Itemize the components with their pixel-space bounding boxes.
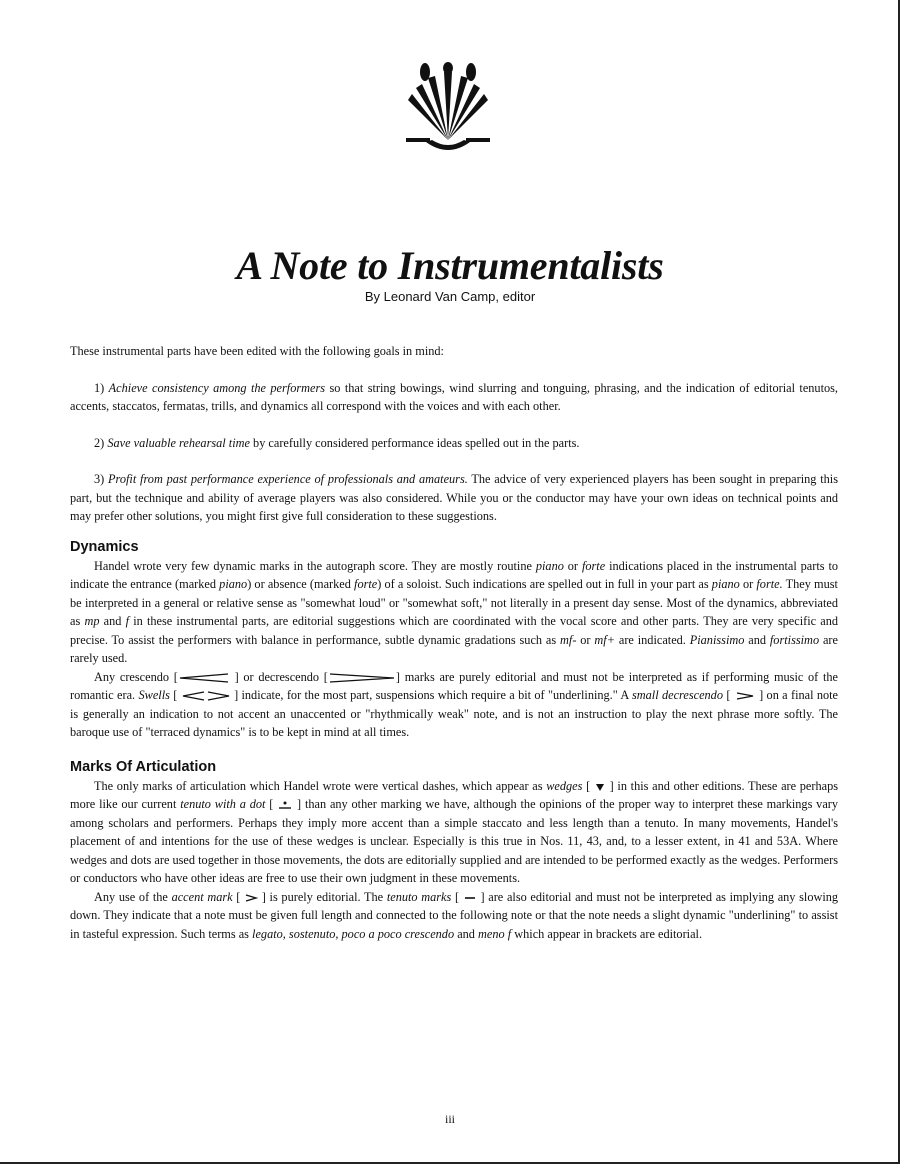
text-run: ] or decrescendo [ xyxy=(234,669,328,684)
text-run: [ xyxy=(586,778,591,793)
italic-term: wedges xyxy=(546,778,583,793)
goal-text: The advice of very experienced players has been sought in preparing this part, but the technique and ability of average players was also considered. While you or the conductor may have your own ideas on technical points and may prefer other solutions, you might first give full consideration to these suggestions. xyxy=(70,472,838,523)
goal-text: by carefully considered performance ideas spelled out in the parts. xyxy=(253,435,580,450)
text-run: [ xyxy=(455,889,460,904)
text-run: and xyxy=(457,926,475,941)
shell-logo-icon xyxy=(398,62,498,158)
swell-hairpin-icon xyxy=(181,691,231,701)
italic-term: tenuto marks xyxy=(386,889,452,904)
text-run: are indicated. xyxy=(618,632,686,647)
small-decrescendo-icon xyxy=(734,691,756,701)
wedge-icon xyxy=(594,782,606,792)
text-run: Handel wrote very few dynamic marks in the autograph score. They are mostly routine xyxy=(94,558,532,573)
goal-number: 1) xyxy=(94,380,105,395)
dynamics-paragraph-1 xyxy=(70,557,838,668)
text-run: or xyxy=(567,558,579,573)
italic-term: accent mark xyxy=(171,889,233,904)
text-run: ) or absence (marked xyxy=(247,577,351,591)
text-run: ] indicate, for the most part, suspensions which require a bit of "underlining." A xyxy=(234,688,629,702)
page-number: iii xyxy=(444,1112,455,1126)
goal-2 xyxy=(70,434,838,453)
text-run: ] on a final note is generally an indication to not accent an unaccented or "rhythmically weak" note, and is not an instruction to play the next phrase more softly. The baroque use of "terraced dynamics" is to be kept in mind at all times. xyxy=(70,688,839,739)
articulation-paragraph-1 xyxy=(70,777,838,888)
text-run: or xyxy=(580,632,591,647)
crescendo-hairpin-icon xyxy=(178,673,230,683)
section-heading-dynamics: Dynamics xyxy=(70,538,139,555)
text-run: in these instrumental parts, are editorial suggestions which are coordinated with the vocal score and other parts. They are very specific and precise. To assist the performers with balance in performance, subtle dynamic gradations such as xyxy=(70,614,839,647)
goal-emphasis: Save valuable rehearsal time xyxy=(107,435,250,450)
italic-term: Swells xyxy=(138,688,170,702)
goal-emphasis: Achieve consistency among the performers xyxy=(108,380,326,395)
italic-term: forte xyxy=(581,558,606,573)
intro-paragraph: These instrumental parts have been edited with the following goals in mind: xyxy=(70,344,444,358)
text-run: are rarely used. xyxy=(70,632,838,665)
byline: By Leonard Van Camp, editor xyxy=(364,289,536,304)
goal-text: so that string bowings, wind slurring and tonguing, phrasing, and the indication of editorial tenutos, accents, staccatos, fermatas, trills, and dynamics all correspond with the voices and with each other. xyxy=(70,380,839,413)
text-run: [ xyxy=(726,688,731,702)
text-run: ] marks are purely editorial and must not be interpreted as if performing music of the romantic era. xyxy=(70,669,838,702)
italic-term: small decrescendo xyxy=(631,688,723,702)
text-run: ] are also editorial and must not be interpreted as implying any slowing down. They indicate that a note must be given full length and connected to the following note or that the note needs a slight dynamic "underlining" to assist in tasteful expression. Such terms as xyxy=(70,889,839,941)
text-run: ] in this and other editions. These are perhaps more like our current xyxy=(70,778,839,811)
goal-3 xyxy=(70,470,838,526)
italic-term: mf+ xyxy=(594,632,615,647)
italic-term: Pianissimo xyxy=(689,632,745,647)
article-body xyxy=(70,342,838,943)
text-run: [ xyxy=(269,797,274,811)
text-run: and xyxy=(103,614,122,628)
goal-number: 3) xyxy=(94,472,105,486)
text-run: ] than any other marking we have, although the opinions of the proper way to interpret these markings vary among scholars and performers. Perhaps they imply more accent than a simple staccato and less length than a tenuto. In many movements, Handel's placement of and intentions for the use of these wedges is unclear. Especially is this true in Nos. 11, 43, and, to a lesser extent, in 41 and 53A. Where wedges and dots are used together in those movements, the dots are editorially supplied and are intended to be performed exactly as the wedges. Performers or conductors who have other ideas are free to use their own judgment in these movements. xyxy=(70,797,839,885)
italic-term: piano xyxy=(219,577,248,591)
accent-mark-icon xyxy=(244,893,258,903)
text-run: ) of a soloist. Such indications are spelled out in full in your part as xyxy=(377,577,709,591)
articulation-paragraph-2 xyxy=(70,888,838,944)
italic-term: piano xyxy=(535,558,564,573)
section-heading-articulation: Marks Of Articulation xyxy=(70,758,217,775)
italic-term: forte. xyxy=(756,577,783,591)
italic-term: meno f xyxy=(478,926,512,941)
text-run: The only marks of articulation which Handel wrote were vertical dashes, which appear as xyxy=(94,778,543,793)
goal-number: 2) xyxy=(94,435,105,450)
text-run: Any crescendo [ xyxy=(94,669,178,684)
italic-term: forte xyxy=(354,577,378,591)
goal-emphasis: Profit from past performance experience of professionals and amateurs. xyxy=(108,472,468,486)
page-title: A Note to Instrumentalists xyxy=(236,243,664,288)
italic-term: legato, sostenuto, poco a poco crescendo xyxy=(252,926,455,941)
text-run: which appear in brackets are editorial. xyxy=(514,926,703,941)
tenuto-dot-icon xyxy=(277,800,293,810)
italic-term: f xyxy=(125,614,130,628)
tenuto-mark-icon xyxy=(463,893,477,903)
italic-term: fortissimo xyxy=(769,632,820,647)
text-run: [ xyxy=(236,889,241,904)
text-run: indications placed in the instrumental parts to indicate the entrance (marked xyxy=(70,558,839,591)
italic-term: mf- xyxy=(560,632,577,647)
text-run: [ xyxy=(173,688,178,702)
goal-1 xyxy=(70,379,838,416)
decrescendo-hairpin-icon xyxy=(328,673,396,683)
dynamics-paragraph-2 xyxy=(70,668,838,742)
italic-term: mp xyxy=(84,614,100,628)
italic-term: tenuto with a dot xyxy=(180,797,266,811)
text-run: or xyxy=(742,577,754,591)
text-run: and xyxy=(748,632,767,647)
italic-term: piano xyxy=(711,577,740,591)
text-run: Any use of the xyxy=(94,889,168,904)
text-run: They must be interpreted in a general or relative sense as "somewhat loud" or "somewhat soft," not literally in a present day sense. Most of the dynamics, abbreviated as xyxy=(70,577,838,628)
text-run: ] is purely editorial. The xyxy=(261,889,384,904)
